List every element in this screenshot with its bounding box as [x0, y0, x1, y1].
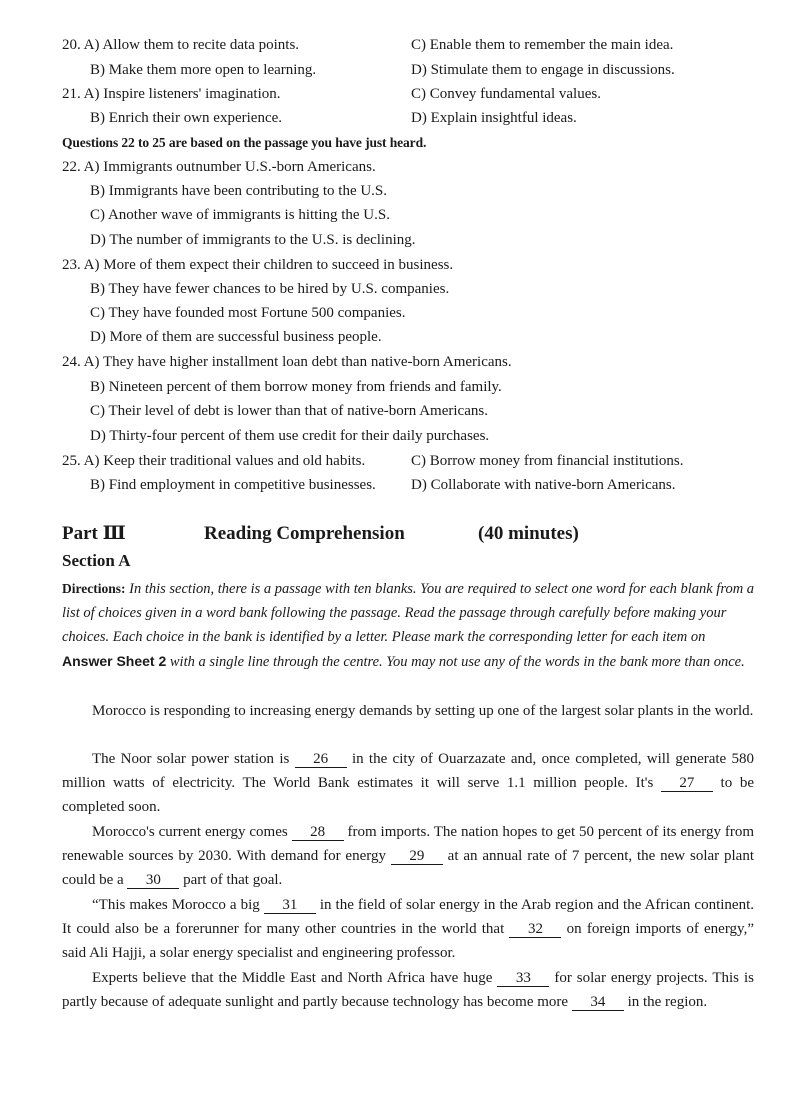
passage-p2-text-1: The Noor solar power station is [92, 751, 295, 767]
blank-34[interactable]: 34 [572, 994, 624, 1011]
q22-option-c[interactable] [90, 206, 390, 224]
blank-27[interactable]: 27 [661, 775, 713, 792]
q24-option-b[interactable] [90, 378, 502, 396]
q23-number-a-label: 23. A) [62, 257, 100, 273]
passage-p4-text-1: “This makes Morocco a big [92, 897, 264, 913]
section-title: Section A [62, 551, 131, 570]
q25-option-c-text: Borrow money from financial institutions. [429, 453, 684, 469]
passage-p3-text-4: part of that goal. [179, 872, 283, 888]
blank-30[interactable]: 30 [127, 872, 179, 889]
q21-option-d-label: D) [411, 110, 427, 126]
directions-text-2: with a single line through the centre. You may not use any of the words in the bank more than once. [166, 654, 745, 670]
blank-29[interactable]: 29 [391, 848, 443, 865]
q25-option-b[interactable] [90, 476, 376, 494]
q24-option-d-label: D) [90, 428, 106, 444]
q22-option-d-label: D) [90, 232, 106, 248]
q25-option-a[interactable] [62, 452, 365, 470]
q23-option-d-label: D) [90, 329, 106, 345]
passage-paragraph-4 [62, 893, 754, 965]
passage-p3-text-1: Morocco's current energy comes [92, 824, 292, 840]
q24-option-c-text: Their level of debt is lower than that of native-born Americans. [108, 403, 488, 419]
q21-option-c-label: C) [411, 86, 426, 102]
directions-text-1: In this section, there is a passage with ten blanks. You are required to select one word for each blank from a list of choices given in a word bank following the passage. Read the passage through carefully before making your choices. Each choice in the bank is identified by a letter. Please mark the corresponding letter for each item on [62, 581, 755, 645]
q23-option-a[interactable] [62, 256, 453, 274]
part-title: Reading Comprehension [204, 523, 405, 544]
q25-option-a-text: Keep their traditional values and old habits. [103, 453, 366, 469]
q22-option-c-text: Another wave of immigrants is hitting the U.S. [107, 207, 390, 223]
blank-31[interactable]: 31 [264, 897, 316, 914]
q22-option-a-text: Immigrants outnumber U.S.-born Americans. [103, 159, 376, 175]
q23-option-a-text: More of them expect their children to succeed in business. [103, 257, 454, 273]
blank-26[interactable]: 26 [295, 751, 347, 768]
q21-option-b-text: Enrich their own experience. [108, 110, 283, 126]
q21-number-a-label: 21. A) [62, 86, 100, 102]
q20-option-a-text: Allow them to recite data points. [102, 37, 300, 53]
q22-option-b-text: Immigrants have been contributing to the U.S. [108, 183, 388, 199]
q24-option-c[interactable] [90, 402, 488, 420]
q21-option-b-label: B) [90, 110, 105, 126]
q20-number-a-label: 20. A) [62, 37, 100, 53]
q22-option-a[interactable] [62, 158, 376, 176]
q25-option-b-text: Find employment in competitive businesses. [108, 477, 376, 493]
blank-28[interactable]: 28 [292, 824, 344, 841]
passage-paragraph-1 [62, 699, 754, 723]
q21-option-b[interactable] [90, 109, 282, 127]
q21-option-c-text: Convey fundamental values. [429, 86, 601, 102]
q25-option-d[interactable] [411, 476, 676, 494]
passage-p2-text-3: to be completed soon. [62, 775, 755, 815]
passage-p5-text-2: for solar energy projects. This is partly because of adequate sunlight and partly because technology has become more [62, 970, 754, 1010]
passage-paragraph-3 [62, 820, 754, 892]
q23-option-c[interactable] [90, 304, 406, 322]
q24-option-d-text: Thirty-four percent of them use credit for their daily purchases. [109, 428, 490, 444]
q23-option-c-text: They have founded most Fortune 500 companies. [108, 305, 406, 321]
q24-number-a-label: 24. A) [62, 354, 100, 370]
q23-option-b-label: B) [90, 281, 105, 297]
passage-p5-text-3: in the region. [623, 994, 708, 1010]
q24-option-c-label: C) [90, 403, 105, 419]
passage-paragraph-5 [62, 966, 754, 1014]
q22-option-d-text: The number of immigrants to the U.S. is declining. [109, 232, 416, 248]
q24-option-b-text: Nineteen percent of them borrow money from friends and family. [108, 379, 502, 395]
q23-option-c-label: C) [90, 305, 105, 321]
q24-option-d[interactable] [90, 427, 489, 445]
q23-option-b-text: They have fewer chances to be hired by U.S. companies. [108, 281, 450, 297]
q20-option-b[interactable] [90, 61, 316, 79]
passage-p5-text-1: Experts believe that the Middle East and North Africa have huge [92, 970, 498, 986]
passage-p1-text: Morocco is responding to increasing energy demands by setting up one of the largest solar plants in the world. [92, 703, 754, 719]
passage-p4-text-2: in the field of solar energy in the Arab region and the African continent. It could also be a forerunner for many other countries in the world that [62, 897, 754, 937]
q25-option-c[interactable] [411, 452, 683, 470]
q25-number-a-label: 25. A) [62, 453, 100, 469]
passage-p4-text-3: on foreign imports of energy,” said Ali Hajji, a solar energy specialist and engineering professor. [62, 921, 754, 961]
q20-option-d-text: Stimulate them to engage in discussions. [430, 62, 675, 78]
q22-option-d[interactable] [90, 231, 416, 249]
q20-option-d-label: D) [411, 62, 427, 78]
q21-option-a[interactable] [62, 85, 281, 103]
q24-option-a[interactable] [62, 353, 512, 371]
q21-option-c[interactable] [411, 85, 601, 103]
blank-32[interactable]: 32 [509, 921, 561, 938]
q22-option-c-label: C) [90, 207, 105, 223]
q25-option-c-label: C) [411, 453, 426, 469]
q24-option-b-label: B) [90, 379, 105, 395]
q25-option-b-label: B) [90, 477, 105, 493]
q25-option-d-label: D) [411, 477, 427, 493]
q20-option-a[interactable] [62, 36, 299, 54]
passage-p3-text-2: from imports. The nation hopes to get 50 percent of its energy from renewable sources by 2030. With demand for energy [62, 824, 754, 864]
q22-option-b-label: B) [90, 183, 105, 199]
q24-option-a-text: They have higher installment loan debt than native-born Americans. [102, 354, 512, 370]
q23-option-d[interactable] [90, 328, 382, 346]
q21-option-d-text: Explain insightful ideas. [430, 110, 577, 126]
directions-block [62, 577, 757, 674]
passage-paragraph-2 [62, 747, 754, 819]
part-label: Part Ⅲ [62, 523, 126, 544]
blank-33[interactable]: 33 [497, 970, 549, 987]
q20-option-c-label: C) [411, 37, 426, 53]
q21-option-a-text: Inspire listeners' imagination. [103, 86, 281, 102]
q20-option-d[interactable] [411, 61, 675, 79]
passage-p3-text-3: at an annual rate of 7 percent, the new solar plant could be a [62, 848, 754, 888]
q23-option-d-text: More of them are successful business people. [109, 329, 382, 345]
q23-option-b[interactable] [90, 280, 449, 298]
q20-option-c-text: Enable them to remember the main idea. [429, 37, 674, 53]
q25-option-d-text: Collaborate with native-born Americans. [430, 477, 676, 493]
answer-sheet-ref: Answer Sheet 2 [62, 653, 167, 669]
questions-22-25-heading: Questions 22 to 25 are based on the passage you have just heard. [62, 135, 427, 150]
part-time: (40 minutes) [478, 523, 579, 544]
q22-option-b[interactable] [90, 182, 387, 200]
q21-option-d[interactable] [411, 109, 577, 127]
passage-p2-text-2: in the city of Ouarzazate and, once completed, will generate 580 million watts of electricity. The World Bank estimates it will serve 1.1 million people. It's [62, 751, 755, 791]
directions-label: Directions: [62, 581, 126, 596]
q20-option-b-text: Make them more open to learning. [108, 62, 317, 78]
q22-number-a-label: 22. A) [62, 159, 100, 175]
q20-option-b-label: B) [90, 62, 105, 78]
q20-option-c[interactable] [411, 36, 673, 54]
